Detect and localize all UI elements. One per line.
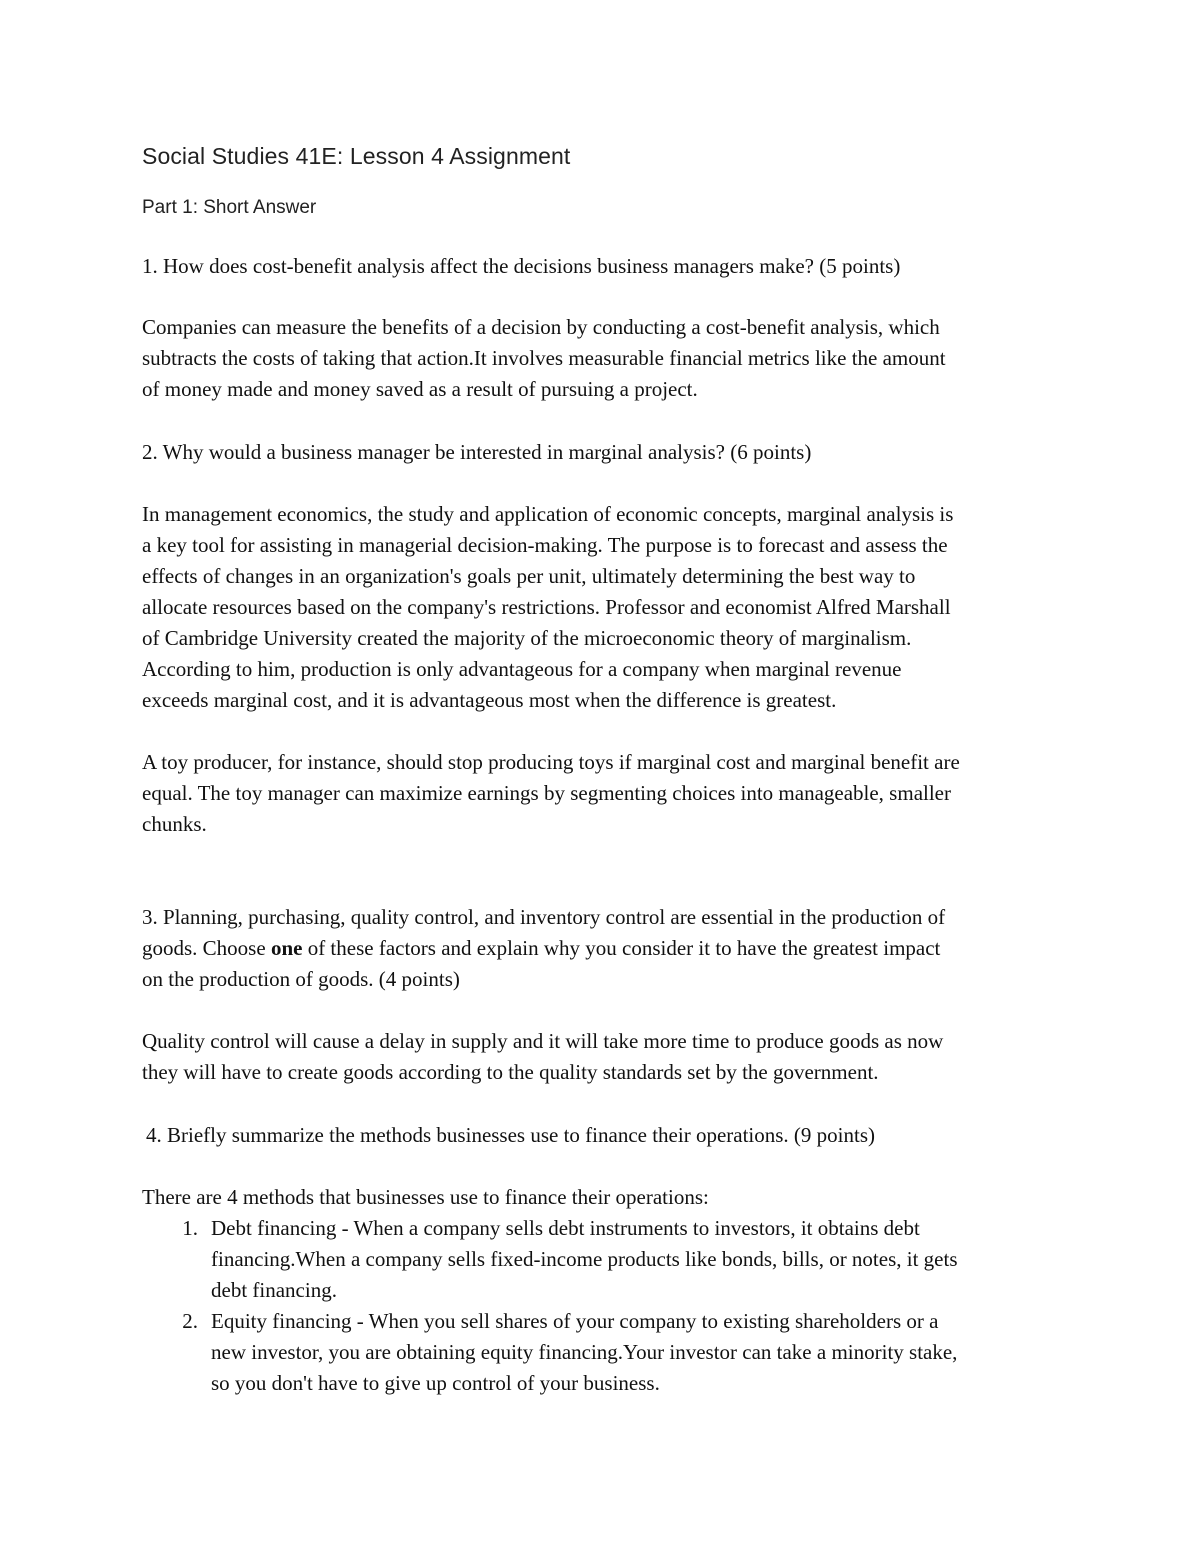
answer-line: Quality control will cause a delay in supply and it will take more time to produce goods as now (142, 1029, 944, 1053)
answer-line: subtracts the costs of taking that action.It involves measurable financial metrics like the amount (142, 346, 946, 370)
answer-line: A toy producer, for instance, should stop producing toys if marginal cost and marginal benefit are (142, 750, 960, 774)
question-3-answer (142, 1026, 1072, 1088)
list-line: Equity financing - When you sell shares of your company to existing shareholders or a (211, 1309, 939, 1333)
list-item-text (211, 1213, 1061, 1306)
list-item-number: 2. (182, 1309, 198, 1333)
answer-line: chunks. (142, 812, 207, 836)
question-2-prompt: 2. Why would a business manager be interested in marginal analysis? (6 points) (142, 440, 812, 464)
answer-line: equal. The toy manager can maximize earnings by segmenting choices into manageable, smaller (142, 781, 951, 805)
list-item-number: 1. (182, 1216, 198, 1240)
prompt-text: of these factors and explain why you consider it to have the greatest impact (302, 936, 941, 960)
answer-line: of Cambridge University created the majority of the microeconomic theory of marginalism. (142, 626, 912, 650)
question-2-answer-example (142, 747, 1072, 840)
part-heading: Part 1: Short Answer (142, 197, 317, 218)
answer-line: they will have to create goods according to the quality standards set by the government. (142, 1060, 879, 1084)
list-line: financing.When a company sells fixed-income products like bonds, bills, or notes, it gets (211, 1247, 958, 1271)
list-line: so you don't have to give up control of your business. (211, 1371, 660, 1395)
prompt-line: on the production of goods. (4 points) (142, 967, 460, 991)
answer-line: According to him, production is only advantageous for a company when marginal revenue (142, 657, 902, 681)
prompt-line: 3. Planning, purchasing, quality control, and inventory control are essential in the production of (142, 905, 946, 929)
prompt-line (142, 933, 1072, 964)
answer-line: a key tool for assisting in managerial decision-making. The purpose is to forecast and assess the (142, 533, 948, 557)
prompt-text: goods. Choose (142, 936, 271, 960)
list-line: new investor, you are obtaining equity financing.Your investor can take a minority stake, (211, 1340, 958, 1364)
answer-line: of money made and money saved as a result of pursuing a project. (142, 377, 698, 401)
question-1-prompt: 1. How does cost-benefit analysis affect the decisions business managers make? (5 points) (142, 254, 901, 278)
question-4-prompt: 4. Briefly summarize the methods businesses use to finance their operations. (9 points) (146, 1123, 876, 1147)
emphasis-one: one (270, 936, 303, 960)
document-title: Social Studies 41E: Lesson 4 Assignment (142, 143, 571, 169)
list-line: debt financing. (211, 1278, 337, 1302)
answer-line: Companies can measure the benefits of a decision by conducting a cost-benefit analysis, which (142, 315, 940, 339)
answer-line: In management economics, the study and application of economic concepts, marginal analysis is (142, 502, 954, 526)
question-1-answer (142, 312, 1072, 405)
answer-line: effects of changes in an organization's goals per unit, ultimately determining the best way to (142, 564, 916, 588)
question-4-intro: There are 4 methods that businesses use to finance their operations: (142, 1185, 709, 1209)
question-2-answer (142, 499, 1072, 716)
list-line: Debt financing - When a company sells debt instruments to investors, it obtains debt (211, 1216, 920, 1240)
question-3-prompt (142, 902, 1072, 995)
list-item-text (211, 1306, 1061, 1399)
answer-line: exceeds marginal cost, and it is advantageous most when the difference is greatest. (142, 688, 837, 712)
answer-line: allocate resources based on the company's restrictions. Professor and economist Alfred Marshall (142, 595, 951, 619)
